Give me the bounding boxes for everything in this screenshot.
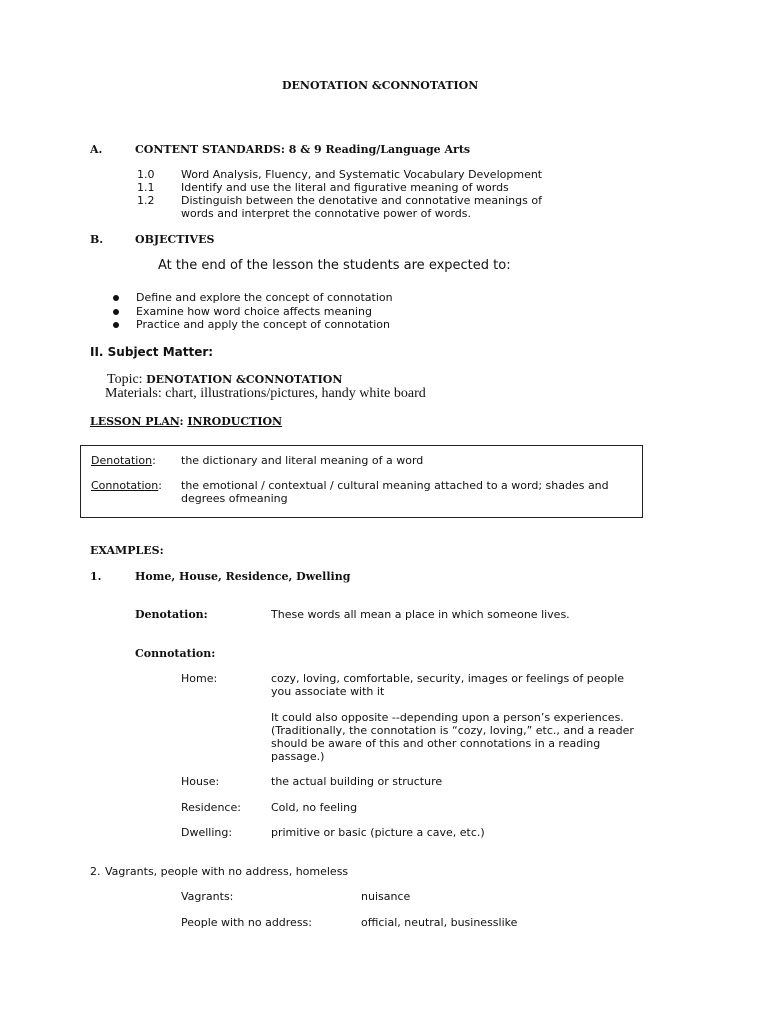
connotation-term: Connotation	[91, 479, 159, 492]
connotation-definition: the emotional / contextual / cultural meaning attached to a word; shades and	[181, 479, 609, 492]
examples-heading: EXAMPLES:	[90, 544, 164, 557]
example-1-connotation-label: Connotation:	[135, 647, 216, 660]
standard-number: 1.2	[137, 194, 155, 207]
connotation-term: Home:	[181, 672, 218, 685]
example-1-denotation-text: These words all mean a place in which someone lives.	[271, 608, 570, 621]
standard-number: 1.0	[137, 168, 155, 181]
lesson-plan-colon: :	[179, 415, 188, 428]
denotation-term: Denotation	[91, 454, 153, 467]
section-b-letter: B.	[90, 233, 104, 246]
standard-text: Identify and use the literal and figurative meaning of words	[181, 181, 509, 194]
example-2-value: official, neutral, businesslike	[361, 916, 518, 929]
connotation-term: Residence:	[181, 801, 241, 814]
connotation-definition-continued: degrees ofmeaning	[181, 492, 288, 505]
subject-matter-heading: II. Subject Matter:	[90, 345, 214, 359]
bullet-icon	[113, 295, 119, 301]
section-a-letter: A.	[90, 143, 103, 156]
lesson-plan-heading	[90, 415, 282, 428]
example-2-number: 2.	[90, 865, 101, 878]
connotation-text: passage.)	[271, 750, 325, 763]
connotation-colon: :	[158, 479, 162, 492]
connotation-text: cozy, loving, comfortable, security, images or feelings of people	[271, 672, 625, 685]
connotation-text: should be aware of this and other connotations in a reading	[271, 737, 601, 750]
standard-text: Distinguish between the denotative and connotative meanings of	[181, 194, 542, 207]
topic-value: DENOTATION &CONNOTATION	[146, 373, 343, 386]
connotation-term-line	[91, 479, 162, 492]
objective-item: Define and explore the concept of connotation	[136, 291, 393, 304]
objective-item: Practice and apply the concept of connotation	[136, 318, 390, 331]
connotation-text: primitive or basic (picture a cave, etc.)	[271, 826, 485, 839]
connotation-text: you associate with it	[271, 685, 385, 698]
lesson-plan-intro: INRODUCTION	[187, 415, 283, 428]
connotation-term: Dwelling:	[181, 826, 233, 839]
section-b-heading: OBJECTIVES	[135, 233, 215, 246]
example-2-term: People with no address:	[181, 916, 312, 929]
objective-item: Examine how word choice affects meaning	[136, 305, 372, 318]
section-a-heading: CONTENT STANDARDS: 8 & 9 Reading/Language Arts	[135, 143, 471, 156]
connotation-term: House:	[181, 775, 220, 788]
example-2-words: Vagrants, people with no address, homeless	[105, 865, 349, 878]
connotation-text: It could also opposite --depending upon a person’s experiences.	[271, 711, 624, 724]
example-1-denotation-label: Denotation:	[135, 608, 208, 621]
denotation-colon: :	[152, 454, 156, 467]
connotation-text: Cold, no feeling	[271, 801, 358, 814]
standard-text-continued: words and interpret the connotative power of words.	[181, 207, 471, 220]
materials-line: Materials: chart, illustrations/pictures, handy white board	[105, 386, 426, 401]
example-2-value: nuisance	[361, 890, 411, 903]
connotation-text: (Traditionally, the connotation is “cozy, loving,” etc., and a reader	[271, 724, 634, 737]
standard-number: 1.1	[137, 181, 155, 194]
example-1-number: 1.	[90, 570, 102, 583]
objectives-intro: At the end of the lesson the students are expected to:	[158, 258, 511, 273]
bullet-icon	[113, 309, 119, 315]
example-1-words: Home, House, Residence, Dwelling	[135, 570, 351, 583]
standard-text: Word Analysis, Fluency, and Systematic Vocabulary Development	[181, 168, 543, 181]
bullet-icon	[113, 322, 119, 328]
connotation-text: the actual building or structure	[271, 775, 443, 788]
denotation-term-line	[91, 454, 156, 467]
example-2-term: Vagrants:	[181, 890, 234, 903]
topic-label: Topic:	[107, 372, 147, 387]
denotation-definition: the dictionary and literal meaning of a word	[181, 454, 424, 467]
document-title: DENOTATION &CONNOTATION	[282, 79, 479, 92]
lesson-plan-label: LESSON PLAN	[90, 415, 180, 428]
